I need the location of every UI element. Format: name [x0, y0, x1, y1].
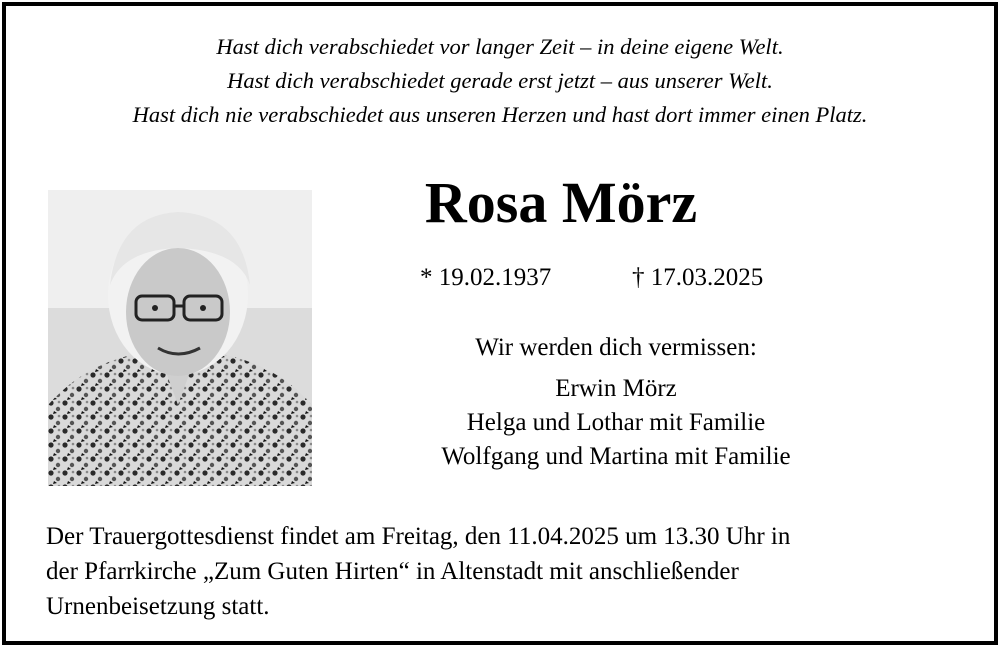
deceased-name: Rosa Mörz [424, 170, 698, 235]
poem [6, 30, 994, 132]
death-date: † 17.03.2025 [632, 264, 764, 291]
poem-line: Hast dich verabschiedet vor langer Zeit – in deine eigene Welt. [216, 34, 784, 59]
portrait-photo [48, 190, 312, 486]
service-line: der Pfarrkirche „Zum Guten Hirten“ in Altenstadt mit anschließender [46, 558, 739, 585]
mourner-name: Wolfgang und Martina mit Familie [441, 443, 791, 470]
mourners-intro: Wir werden dich vermissen: [475, 334, 757, 361]
service-line: Der Trauergottesdienst findet am Freitag, den 11.04.2025 um 13.30 Uhr in [46, 523, 791, 550]
service-line: Urnenbeisetzung statt. [46, 593, 270, 620]
obituary-card [2, 2, 998, 645]
birth-date: * 19.02.1937 [420, 264, 552, 291]
mourner-name: Helga und Lothar mit Familie [466, 409, 766, 436]
mourner-name: Erwin Mörz [555, 375, 677, 402]
poem-line: Hast dich nie verabschiedet aus unseren Herzen und hast dort immer einen Platz. [132, 102, 868, 127]
poem-line: Hast dich verabschiedet gerade erst jetzt – aus unserer Welt. [227, 68, 773, 93]
service-notice [46, 519, 976, 624]
mourners [386, 332, 846, 474]
